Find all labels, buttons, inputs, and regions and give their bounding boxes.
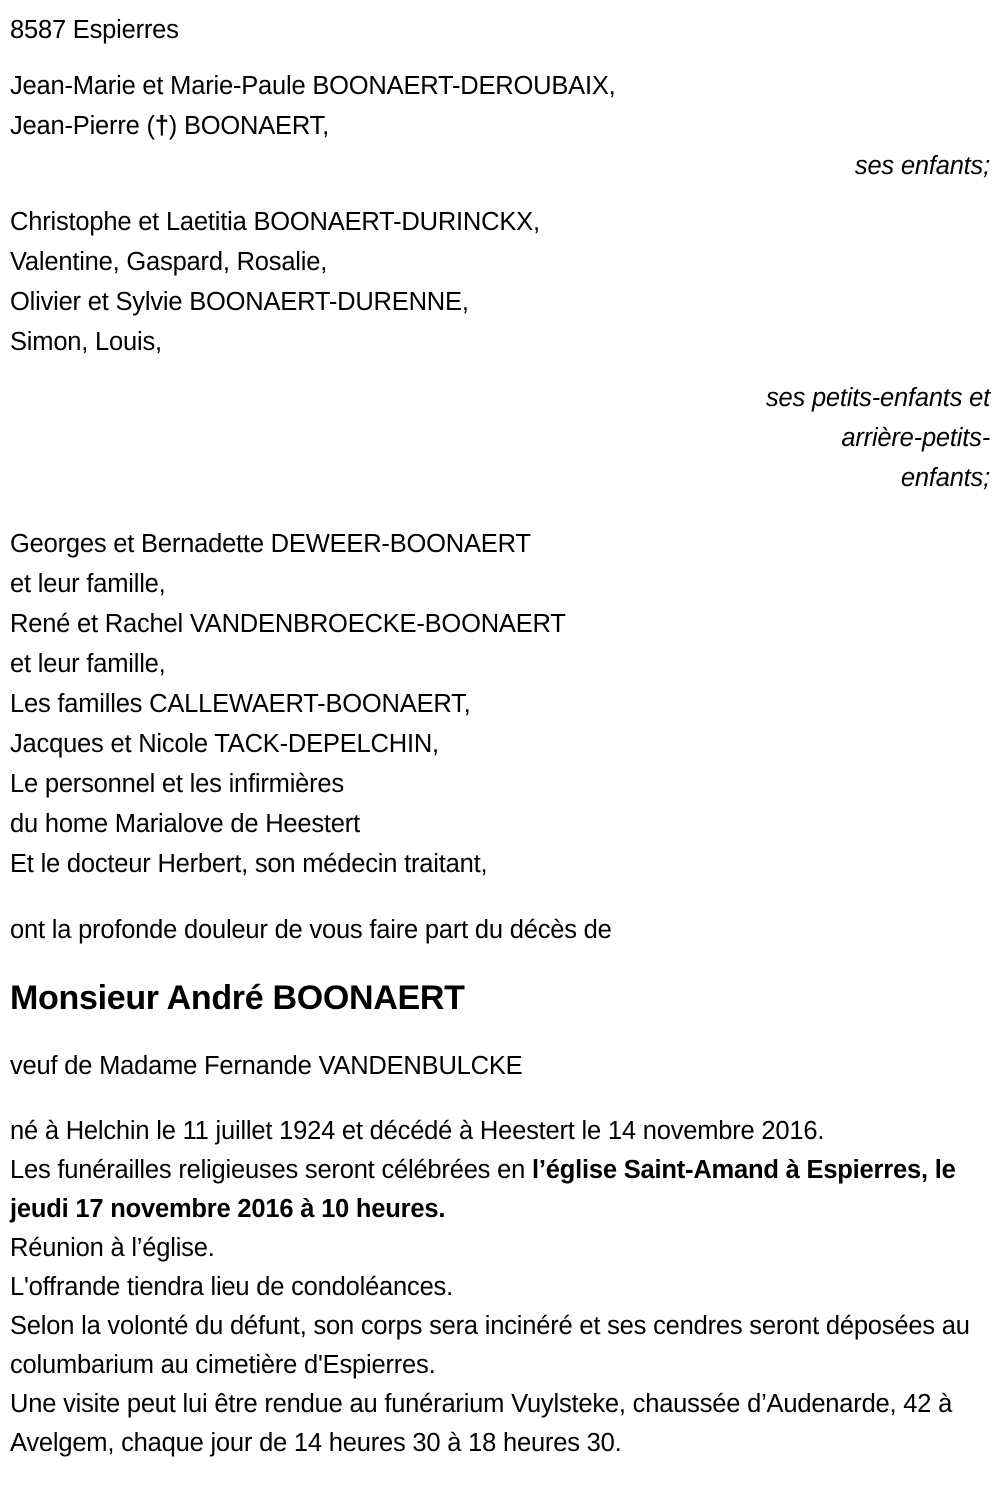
- birth-death-line: né à Helchin le 11 juillet 1924 et décédé à Heestert le 14 novembre 2016.: [10, 1117, 825, 1145]
- gathering-line: Réunion à l’église.: [10, 1234, 215, 1262]
- child-line-1: Jean-Marie et Marie-Paule BOONAERT-DEROUBAIX,: [10, 72, 616, 100]
- child-line-2-prefix: Jean-Pierre (: [10, 112, 155, 140]
- relation-grandchildren: ses petits-enfants et arrière-petits-enfants;: [765, 384, 990, 492]
- spacer: [10, 186, 990, 202]
- spacer: [10, 498, 990, 524]
- child-line-2: [10, 106, 990, 146]
- spouse-line: veuf de Madame Fernande VANDENBULCKE: [10, 1052, 523, 1080]
- funeral-intro-text: Les funérailles religieuses seront célébrées en: [10, 1156, 532, 1184]
- cremation-line: Selon la volonté du défunt, son corps sera incinéré et ses cendres seront déposées au columbarium au cimetière d'Espierres.: [10, 1312, 970, 1379]
- grandchild-line-2: Valentine, Gaspard, Rosalie,: [10, 248, 328, 276]
- visitation-line: Une visite peut lui être rendue au funérarium Vuylsteke, chaussée d’Audenarde, 42 à Avelgem, chaque jour de 14 heures 30 à 18 heures 30.: [10, 1390, 953, 1457]
- funeral-service-line: [10, 1151, 990, 1229]
- relation-children: ses enfants;: [854, 152, 990, 180]
- relation-grandchildren-block: [10, 378, 990, 498]
- family-line-9: Et le docteur Herbert, son médecin traitant,: [10, 850, 488, 878]
- grandchild-line-1: Christophe et Laetitia BOONAERT-DURINCKX,: [10, 208, 540, 236]
- offering-line: L'offrande tiendra lieu de condoléances.: [10, 1273, 453, 1301]
- family-line-1: Georges et Bernadette DEWEER-BOONAERT: [10, 530, 531, 558]
- deceased-name: Monsieur André BOONAERT: [10, 979, 465, 1017]
- family-line-5: Les familles CALLEWAERT-BOONAERT,: [10, 690, 471, 718]
- grandchild-line-4: Simon, Louis,: [10, 328, 162, 356]
- family-line-2: et leur famille,: [10, 570, 166, 598]
- funeral-details-text: l’église Saint-Amand à Espierres, le jeudi 17 novembre 2016 à 10 heures.: [10, 1156, 956, 1223]
- family-line-4: et leur famille,: [10, 650, 166, 678]
- dagger-icon: †: [154, 112, 169, 140]
- family-line-8: du home Marialove de Heestert: [10, 810, 360, 838]
- spacer: [10, 362, 990, 378]
- locality-line: 8587 Espierres: [10, 16, 179, 44]
- spacer: [10, 950, 990, 976]
- spacer: [10, 1086, 990, 1112]
- family-line-6: Jacques et Nicole TACK-DEPELCHIN,: [10, 730, 439, 758]
- grandchild-line-3: Olivier et Sylvie BOONAERT-DURENNE,: [10, 288, 469, 316]
- child-line-2-suffix: ) BOONAERT,: [168, 112, 330, 140]
- spacer: [10, 50, 990, 66]
- family-line-3: René et Rachel VANDENBROECKE-BOONAERT: [10, 610, 566, 638]
- spacer: [10, 884, 990, 910]
- family-line-7: Le personnel et les infirmières: [10, 770, 344, 798]
- spacer: [10, 1020, 990, 1046]
- announcement-intro: ont la profonde douleur de vous faire part du décès de: [10, 916, 612, 944]
